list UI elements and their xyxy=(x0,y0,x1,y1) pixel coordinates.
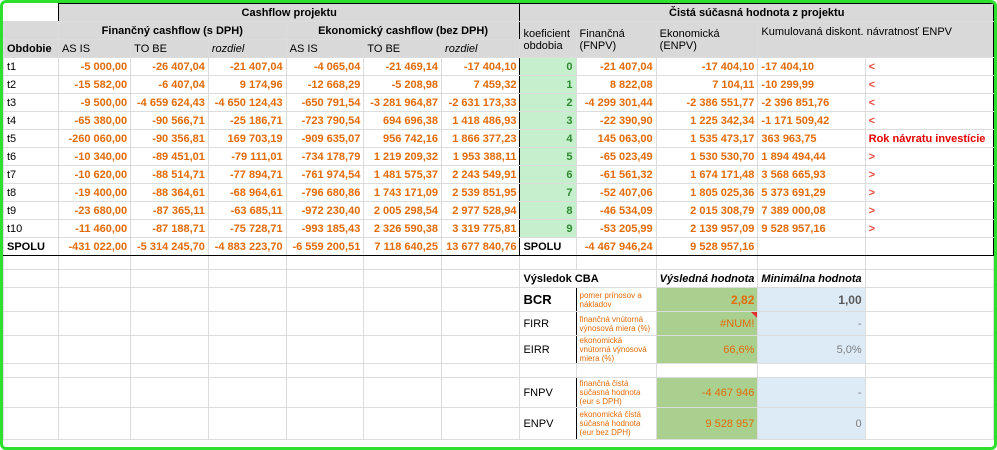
empty-cell xyxy=(131,364,209,378)
empty-cell xyxy=(4,408,59,440)
empty-cell xyxy=(364,364,442,378)
fin-asis-cell: -23 680,00 xyxy=(58,202,130,220)
eco-tobe-cell: 2 326 590,38 xyxy=(364,220,442,238)
fin-diff-cell: -4 650 124,43 xyxy=(208,94,286,112)
cba-row xyxy=(4,408,994,440)
eco-tobe-cell: 1 219 209,32 xyxy=(364,148,442,166)
cba-min-bcr: 1,00 xyxy=(758,288,865,312)
empty-cell xyxy=(131,378,209,408)
fnpv-cell: 145 063,00 xyxy=(576,130,656,148)
empty-cell xyxy=(442,256,520,270)
fin-tobe-cell: -88 514,71 xyxy=(131,166,209,184)
eco-diff-cell: 3 319 775,81 xyxy=(442,220,520,238)
total-eco-asis: -6 559 200,51 xyxy=(286,238,364,256)
enpv-cell: 1 535 473,17 xyxy=(656,130,758,148)
enpv-cell: -17 404,10 xyxy=(656,58,758,76)
fnpv-header: Finančná (FNPV) xyxy=(576,22,656,58)
empty-cell xyxy=(131,288,209,312)
empty-cell xyxy=(364,270,442,288)
totals-row xyxy=(4,238,994,256)
cba-desc-bcr: pomer prínosov a nákladov xyxy=(576,288,656,312)
fin-asis-cell: -9 500,00 xyxy=(58,94,130,112)
top-left-empty xyxy=(4,4,59,22)
empty-cell xyxy=(364,256,442,270)
empty-cell xyxy=(286,288,364,312)
cumulative-cell: -1 171 509,42 xyxy=(758,112,865,130)
empty-cell xyxy=(208,336,286,364)
total-fnpv: -4 467 946,24 xyxy=(576,238,656,256)
empty-cell xyxy=(208,288,286,312)
fin-diff-cell: -68 964,61 xyxy=(208,184,286,202)
cba-key-firr: FIRR xyxy=(520,312,576,336)
cumulative-cell: 5 373 691,29 xyxy=(758,184,865,202)
empty-cell xyxy=(442,364,520,378)
total-empty-1 xyxy=(758,238,865,256)
npv-title: Čistá súčasná hodnota z projektu xyxy=(520,4,994,22)
coef-cell: 8 xyxy=(520,202,576,220)
empty-cell xyxy=(576,256,656,270)
coef-cell: 4 xyxy=(520,130,576,148)
empty-cell xyxy=(131,256,209,270)
coef-cell: 3 xyxy=(520,112,576,130)
period-cell: t2 xyxy=(4,76,59,94)
empty-cell xyxy=(58,364,130,378)
eco-diff-cell: 2 539 851,95 xyxy=(442,184,520,202)
fin-diff-header: rozdiel xyxy=(208,40,286,58)
eco-diff-cell: -17 404,10 xyxy=(442,58,520,76)
empty-cell xyxy=(131,312,209,336)
eco-tobe-cell: -21 469,14 xyxy=(364,58,442,76)
empty-cell xyxy=(58,288,130,312)
eco-asis-cell: -734 178,79 xyxy=(286,148,364,166)
empty-cell xyxy=(865,378,993,408)
empty-cell xyxy=(208,378,286,408)
fin-diff-cell: -21 407,04 xyxy=(208,58,286,76)
fin-tobe-cell: -90 356,81 xyxy=(131,130,209,148)
period-cell: t5 xyxy=(4,130,59,148)
eco-diff-cell: -2 631 173,33 xyxy=(442,94,520,112)
cba-row xyxy=(4,336,994,364)
empty-cell xyxy=(131,408,209,440)
eco-cashflow-header: Ekonomický cashflow (bez DPH) xyxy=(286,22,520,40)
cumulative-marker: > xyxy=(865,202,993,220)
total-eco-tobe: 7 118 640,25 xyxy=(364,238,442,256)
eco-asis-cell: -4 065,04 xyxy=(286,58,364,76)
empty-cell xyxy=(656,364,758,378)
cumulative-cell: 9 528 957,16 xyxy=(758,220,865,238)
cba-value-fnpv: -4 467 946 xyxy=(656,378,758,408)
cba-result-header: Výsledná hodnota xyxy=(656,270,758,288)
period-cell: t7 xyxy=(4,166,59,184)
enpv-cell: 7 104,11 xyxy=(656,76,758,94)
period-cell: t4 xyxy=(4,112,59,130)
fin-tobe-cell: -6 407,04 xyxy=(131,76,209,94)
cba-key-eirr: EIRR xyxy=(520,336,576,364)
fin-tobe-cell: -87 365,11 xyxy=(131,202,209,220)
cba-desc-fnpv: finančná čistá súčasná hodnota (eur s DPH) xyxy=(576,378,656,408)
table-row xyxy=(4,184,994,202)
fin-asis-cell: -11 460,00 xyxy=(58,220,130,238)
cba-value-bcr: 2,82 xyxy=(656,288,758,312)
fnpv-cell: -22 390,90 xyxy=(576,112,656,130)
enpv-cell: 2 139 957,09 xyxy=(656,220,758,238)
totals-label-npv: SPOLU xyxy=(520,238,576,256)
cba-key-bcr: BCR xyxy=(520,288,576,312)
fin-diff-cell: -25 186,71 xyxy=(208,112,286,130)
fin-diff-cell: -77 894,71 xyxy=(208,166,286,184)
enpv-cell: 1 674 171,48 xyxy=(656,166,758,184)
fin-tobe-cell: -89 451,01 xyxy=(131,148,209,166)
empty-cell xyxy=(865,364,993,378)
table-row xyxy=(4,94,994,112)
fnpv-cell: -52 407,06 xyxy=(576,184,656,202)
cba-row xyxy=(4,378,994,408)
cashflow-table xyxy=(3,3,994,440)
fin-tobe-cell: -26 407,04 xyxy=(131,58,209,76)
period-header-top xyxy=(4,22,59,40)
cba-key-enpv: ENPV xyxy=(520,408,576,440)
empty-cell xyxy=(58,312,130,336)
empty-cell xyxy=(208,270,286,288)
empty-cell xyxy=(286,256,364,270)
enpv-cell: -2 386 551,77 xyxy=(656,94,758,112)
eco-tobe-cell: 1 481 575,37 xyxy=(364,166,442,184)
coef-cell: 6 xyxy=(520,166,576,184)
fin-asis-cell: -260 060,00 xyxy=(58,130,130,148)
fnpv-cell: 8 822,08 xyxy=(576,76,656,94)
cumulative-marker: > xyxy=(865,166,993,184)
totals-label: SPOLU xyxy=(4,238,59,256)
fin-tobe-cell: -88 364,61 xyxy=(131,184,209,202)
empty-cell xyxy=(208,408,286,440)
eco-diff-cell: 1 418 486,93 xyxy=(442,112,520,130)
cba-value-enpv: 9 528 957 xyxy=(656,408,758,440)
empty-cell xyxy=(58,256,130,270)
coef-header: koeficient obdobia xyxy=(520,22,576,58)
total-fin-diff: -4 883 223,70 xyxy=(208,238,286,256)
cumulative-cell: 7 389 000,08 xyxy=(758,202,865,220)
empty-cell xyxy=(4,378,59,408)
period-cell: t8 xyxy=(4,184,59,202)
fin-asis-header: AS IS xyxy=(58,40,130,58)
empty-cell xyxy=(364,312,442,336)
cumulative-marker: < xyxy=(865,76,993,94)
cumulative-marker: > xyxy=(865,220,993,238)
fin-asis-cell: -10 620,00 xyxy=(58,166,130,184)
eco-tobe-cell: 1 743 171,09 xyxy=(364,184,442,202)
table-row xyxy=(4,112,994,130)
eco-tobe-cell: -3 281 964,87 xyxy=(364,94,442,112)
coef-cell: 2 xyxy=(520,94,576,112)
empty-cell xyxy=(520,364,576,378)
fin-diff-cell: 169 703,19 xyxy=(208,130,286,148)
empty-cell xyxy=(576,364,656,378)
fin-diff-cell: -79 111,01 xyxy=(208,148,286,166)
empty-cell xyxy=(442,378,520,408)
eco-asis-cell: -650 791,54 xyxy=(286,94,364,112)
period-header: Obdobie xyxy=(4,40,59,58)
empty-cell xyxy=(442,288,520,312)
fin-diff-cell: -63 685,11 xyxy=(208,202,286,220)
cba-min-header: Minimálna hodnota xyxy=(758,270,865,288)
empty-cell xyxy=(865,270,993,288)
empty-cell xyxy=(58,408,130,440)
fin-tobe-header: TO BE xyxy=(131,40,209,58)
eco-diff-header: rozdiel xyxy=(442,40,520,58)
eco-tobe-header: TO BE xyxy=(364,40,442,58)
fin-tobe-cell: -90 566,71 xyxy=(131,112,209,130)
empty-cell xyxy=(4,256,59,270)
fin-asis-cell: -15 582,00 xyxy=(58,76,130,94)
coef-cell: 5 xyxy=(520,148,576,166)
enpv-cell: 2 015 308,79 xyxy=(656,202,758,220)
cba-min-eirr: 5,0% xyxy=(758,336,865,364)
cba-desc-firr: finančná vnútorná výnosová miera (%) xyxy=(576,312,656,336)
eco-asis-cell: -909 635,07 xyxy=(286,130,364,148)
total-eco-diff: 13 677 840,76 xyxy=(442,238,520,256)
enpv-header: Ekonomická (ENPV) xyxy=(656,22,758,58)
total-fin-asis: -431 022,00 xyxy=(58,238,130,256)
empty-cell xyxy=(4,288,59,312)
empty-cell xyxy=(58,336,130,364)
cumulative-header: Kumulovaná diskont. návratnosť ENPV xyxy=(758,22,994,58)
cba-min-enpv: 0 xyxy=(758,408,865,440)
cba-row xyxy=(4,288,994,312)
coef-cell: 0 xyxy=(520,58,576,76)
empty-cell xyxy=(442,270,520,288)
cumulative-cell: -2 396 851,76 xyxy=(758,94,865,112)
spacer-row xyxy=(4,256,994,270)
cba-title: Výsledok CBA xyxy=(520,270,656,288)
empty-cell xyxy=(4,364,59,378)
eco-diff-cell: 2 977 528,94 xyxy=(442,202,520,220)
empty-cell xyxy=(865,312,993,336)
eco-tobe-cell: -5 208,98 xyxy=(364,76,442,94)
cumulative-marker: < xyxy=(865,94,993,112)
empty-cell xyxy=(364,288,442,312)
table-row xyxy=(4,76,994,94)
table-row xyxy=(4,130,994,148)
total-empty-2 xyxy=(865,238,993,256)
cumulative-marker: > xyxy=(865,148,993,166)
cumulative-cell: -17 404,10 xyxy=(758,58,865,76)
period-cell: t3 xyxy=(4,94,59,112)
cba-key-fnpv: FNPV xyxy=(520,378,576,408)
empty-cell xyxy=(865,288,993,312)
table-row xyxy=(4,166,994,184)
cumulative-marker: < xyxy=(865,58,993,76)
empty-cell xyxy=(58,270,130,288)
enpv-cell: 1 225 342,34 xyxy=(656,112,758,130)
empty-cell xyxy=(865,336,993,364)
eco-asis-cell: -972 230,40 xyxy=(286,202,364,220)
fnpv-cell: -4 299 301,44 xyxy=(576,94,656,112)
cba-header-row xyxy=(4,270,994,288)
total-fin-tobe: -5 314 245,70 xyxy=(131,238,209,256)
cba-row xyxy=(4,312,994,336)
fnpv-cell: -46 534,09 xyxy=(576,202,656,220)
empty-cell xyxy=(865,256,993,270)
fin-diff-cell: -75 728,71 xyxy=(208,220,286,238)
eco-asis-cell: -761 974,54 xyxy=(286,166,364,184)
eco-asis-cell: -723 790,54 xyxy=(286,112,364,130)
fin-asis-cell: -5 000,00 xyxy=(58,58,130,76)
eco-tobe-cell: 694 696,38 xyxy=(364,112,442,130)
empty-cell xyxy=(286,312,364,336)
empty-cell xyxy=(364,408,442,440)
empty-cell xyxy=(286,364,364,378)
cba-value-firr: #NUM! xyxy=(656,312,758,336)
fin-cashflow-header: Finančný cashflow (s DPH) xyxy=(58,22,286,40)
eco-diff-cell: 7 459,32 xyxy=(442,76,520,94)
fin-asis-cell: -65 380,00 xyxy=(58,112,130,130)
empty-cell xyxy=(758,256,865,270)
cba-spacer-row xyxy=(4,364,994,378)
fnpv-cell: -61 561,32 xyxy=(576,166,656,184)
empty-cell xyxy=(364,336,442,364)
eco-asis-cell: -12 668,29 xyxy=(286,76,364,94)
payback-year-label: Rok návratu investície xyxy=(865,130,993,148)
empty-cell xyxy=(131,270,209,288)
cba-desc-enpv: ekonomická čistá súčasná hodnota (eur bez DPH) xyxy=(576,408,656,440)
empty-cell xyxy=(4,270,59,288)
total-enpv: 9 528 957,16 xyxy=(656,238,758,256)
period-cell: t10 xyxy=(4,220,59,238)
empty-cell xyxy=(58,378,130,408)
fin-asis-cell: -10 340,00 xyxy=(58,148,130,166)
fin-asis-cell: -19 400,00 xyxy=(58,184,130,202)
enpv-cell: 1 805 025,36 xyxy=(656,184,758,202)
empty-cell xyxy=(4,336,59,364)
eco-asis-cell: -993 185,43 xyxy=(286,220,364,238)
period-cell: t1 xyxy=(4,58,59,76)
cashflow-title: Cashflow projektu xyxy=(58,4,520,22)
table-row xyxy=(4,58,994,76)
coef-cell: 1 xyxy=(520,76,576,94)
cumulative-marker: > xyxy=(865,184,993,202)
period-cell: t9 xyxy=(4,202,59,220)
empty-cell xyxy=(286,408,364,440)
cumulative-cell: 363 963,75 xyxy=(758,130,865,148)
cba-min-fnpv: - xyxy=(758,378,865,408)
cba-min-firr: - xyxy=(758,312,865,336)
empty-cell xyxy=(208,312,286,336)
spreadsheet xyxy=(3,3,994,440)
empty-cell xyxy=(131,336,209,364)
eco-diff-cell: 1 866 377,23 xyxy=(442,130,520,148)
fnpv-cell: -65 023,49 xyxy=(576,148,656,166)
cumulative-cell: 1 894 494,44 xyxy=(758,148,865,166)
cumulative-cell: 3 568 665,93 xyxy=(758,166,865,184)
eco-asis-header: AS IS xyxy=(286,40,364,58)
fnpv-cell: -21 407,04 xyxy=(576,58,656,76)
fnpv-cell: -53 205,99 xyxy=(576,220,656,238)
cumulative-marker: < xyxy=(865,112,993,130)
empty-cell xyxy=(4,312,59,336)
eco-diff-cell: 1 953 388,11 xyxy=(442,148,520,166)
coef-cell: 7 xyxy=(520,184,576,202)
empty-cell xyxy=(208,364,286,378)
empty-cell xyxy=(758,364,865,378)
table-row xyxy=(4,202,994,220)
empty-cell xyxy=(442,312,520,336)
empty-cell xyxy=(656,256,758,270)
eco-asis-cell: -796 680,86 xyxy=(286,184,364,202)
eco-tobe-cell: 956 742,16 xyxy=(364,130,442,148)
fin-tobe-cell: -4 659 624,43 xyxy=(131,94,209,112)
empty-cell xyxy=(865,408,993,440)
eco-diff-cell: 2 243 549,91 xyxy=(442,166,520,184)
cba-desc-eirr: ekonomická vnútorná výnosová miera (%) xyxy=(576,336,656,364)
empty-cell xyxy=(442,408,520,440)
empty-cell xyxy=(208,256,286,270)
enpv-cell: 1 530 530,70 xyxy=(656,148,758,166)
period-cell: t6 xyxy=(4,148,59,166)
eco-tobe-cell: 2 005 298,54 xyxy=(364,202,442,220)
empty-cell xyxy=(442,336,520,364)
fin-diff-cell: 9 174,96 xyxy=(208,76,286,94)
empty-cell xyxy=(286,270,364,288)
empty-cell xyxy=(520,256,576,270)
empty-cell xyxy=(364,378,442,408)
cumulative-cell: -10 299,99 xyxy=(758,76,865,94)
table-row xyxy=(4,220,994,238)
empty-cell xyxy=(286,378,364,408)
coef-cell: 9 xyxy=(520,220,576,238)
empty-cell xyxy=(286,336,364,364)
fin-tobe-cell: -87 188,71 xyxy=(131,220,209,238)
cba-value-eirr: 66,6% xyxy=(656,336,758,364)
table-row xyxy=(4,148,994,166)
